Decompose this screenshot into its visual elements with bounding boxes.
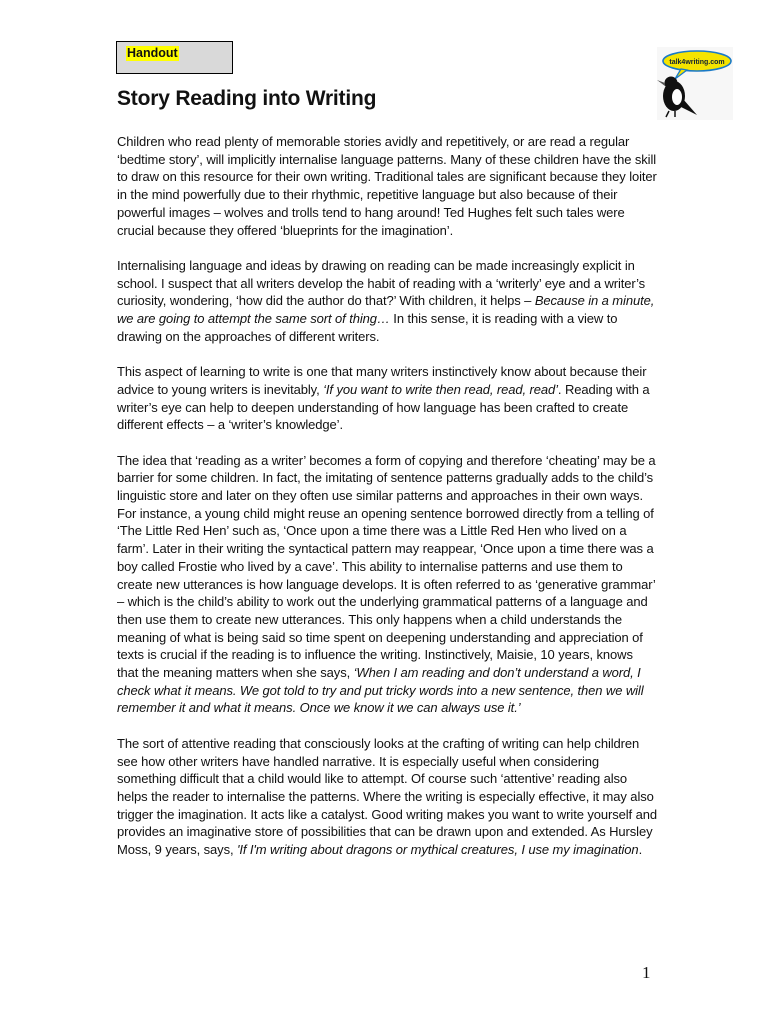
quoted-text: ‘If you want to write then read, read, read’ bbox=[323, 381, 558, 397]
paragraph-text: The idea that ‘reading as a writer’ becomes a form of copying and therefore ‘cheating’ may be a barrier for some children. In fact, the imitating of sentence patterns gradually adds to the child’s linguistic store and later on they often use similar patterns and approaches in their own ways. For instance, a young child might reuse an opening sentence borrowed directly from a telling of ‘The Little Red Hen’ such as, ‘Once upon a time there was a Little Red Hen who lived on a farm’. Later in their writing the syntactical pattern may reappear, ‘Once upon a time there was a boy called Frostie who lived by a cave’. This ability to internalise patterns and use them to create new utterances is how language develops. It is often referred to as ‘generative grammar’ – which is the child’s ability to work out the underlying grammatical patterns of a language and then use them to create new utterances. This only happens when a child understands the meaning of what is being said so time spent on deepening understanding and appreciation of texts is crucial if the reading is to influence the writing. Instinctively, Maisie, 10 years, knows that the meaning matters when she says, bbox=[117, 452, 656, 681]
handout-label: Handout bbox=[127, 46, 178, 60]
paragraph-text: This aspect of learning to write is one that many writers instinctively know about because their advice to young writers is inevitably, bbox=[117, 364, 647, 397]
paragraph bbox=[117, 363, 657, 434]
page-number: 1 bbox=[642, 963, 651, 982]
quoted-text: ‘When I am reading and don’t understand a word, I check what it means. We got told to try and put tricky words into a new sentence, then we will remember it and what it means. Once we know it we can always use it.’ bbox=[117, 665, 644, 716]
paragraph-text: . Reading with a writer’s eye can help to deepen understanding of how language has been crafted to create different effects – a ‘writer’s knowledge’. bbox=[117, 381, 650, 433]
paragraph bbox=[117, 735, 657, 859]
handout-box bbox=[116, 41, 233, 74]
paragraph bbox=[117, 257, 657, 346]
talk4writing-logo bbox=[657, 47, 733, 120]
body-text bbox=[117, 133, 657, 876]
paragraph-text: The sort of attentive reading that consciously looks at the crafting of writing can help children see how other writers have handled narrative. It is especially useful when considering something difficult that a child would like to attempt. Of course such ‘attentive’ reading also helps the reader to internalise the patterns. Where the writing is especially effective, it may also trigger the imagination. It acts like a catalyst. Good writing makes you want to write yourself and provides an imaginative store of possibilities that can be drawn upon and extended. As Hursley Moss, 9 years, says, bbox=[117, 735, 657, 858]
quoted-text: Because in a minute, we are going to attempt the same sort of thing… bbox=[117, 293, 655, 327]
paragraph-text: Internalising language and ideas by drawing on reading can be made increasingly explicit in school. I suspect that all writers develop the habit of reading with a ‘writerly’ eye and a writer’s curiosity, wondering, ‘how did the author do that?’ With children, it helps – bbox=[117, 257, 646, 309]
quoted-text: 'If I'm writing about dragons or mythical creatures, I use my imagination bbox=[237, 842, 639, 858]
page-title: Story Reading into Writing bbox=[117, 87, 377, 110]
paragraph-text: In this sense, it is reading with a view to drawing on the approaches of different writers. bbox=[117, 311, 618, 344]
paragraph bbox=[117, 452, 657, 718]
paragraph-text: Children who read plenty of memorable stories avidly and repetitively, or are read a regular ‘bedtime story’, will implicitly internalise language patterns. Many of these children have the skill to draw on this resource for their own writing. Traditional tales are significant because they loiter in the mind powerfully due to their rhythmic, repetitive language but also because of their powerful images – wolves and trolls tend to hang around! Ted Hughes felt such tales were crucial because they offered ‘blueprints for the imagination’. bbox=[117, 134, 657, 238]
paragraph bbox=[117, 133, 657, 239]
logo-text: talk4writing.com bbox=[669, 59, 725, 66]
paragraph-text: . bbox=[638, 842, 643, 858]
